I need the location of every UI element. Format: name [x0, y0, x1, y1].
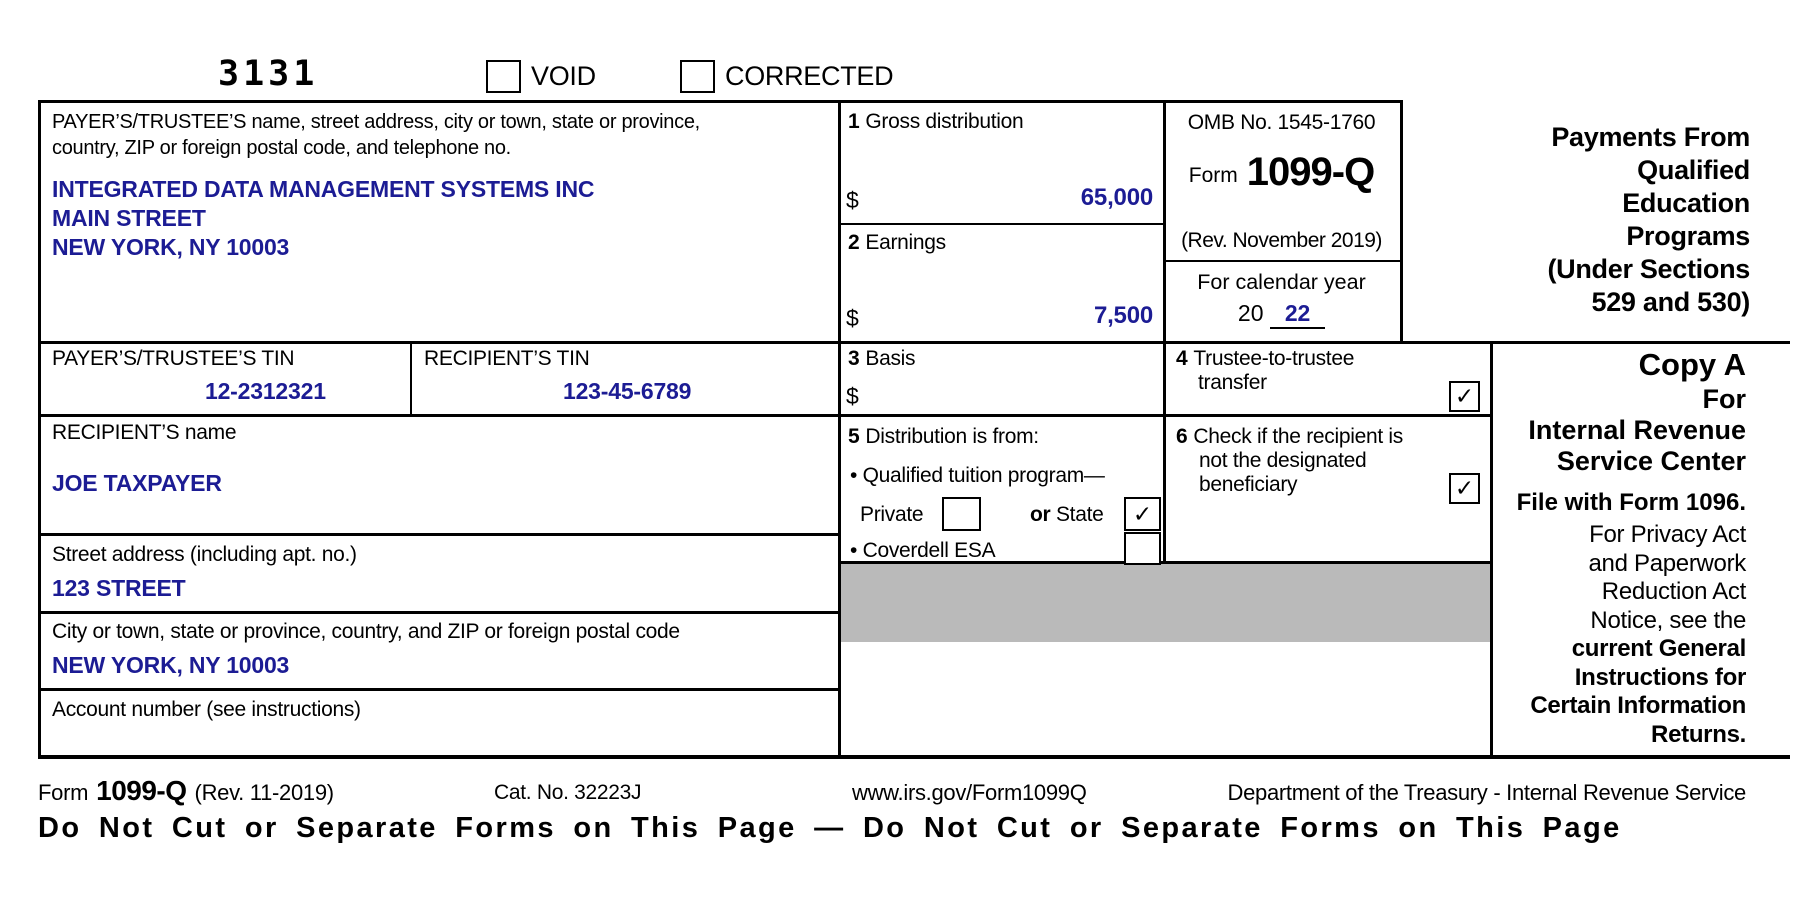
box6-label-line1: 6 Check if the recipient is: [1176, 425, 1403, 448]
box5-coverdell-checkbox[interactable]: [1124, 532, 1161, 565]
footer-form-number: 1099-Q: [96, 775, 187, 806]
payer-street-value[interactable]: MAIN STREET: [52, 205, 206, 231]
box5-or-state-label: or State: [1030, 503, 1104, 526]
border-bottom: [38, 755, 1790, 759]
box3-number: 3: [848, 347, 860, 370]
divider-street-city: [38, 611, 841, 614]
divider-left-middle: [838, 100, 841, 759]
box6-number: 6: [1176, 425, 1188, 448]
city-label: City or town, state or province, country, and ZIP or foreign postal code: [52, 620, 680, 643]
calendar-year-century: 20: [1237, 300, 1264, 326]
box4-label-line2: transfer: [1198, 371, 1267, 394]
box2-number: 2: [848, 231, 860, 254]
corrected-checkbox[interactable]: [680, 60, 715, 93]
box5-private-checkbox[interactable]: [942, 497, 981, 531]
shaded-reserved-area: [840, 563, 1490, 642]
form-revision: (Rev. November 2019): [1181, 229, 1382, 252]
city-value[interactable]: NEW YORK, NY 10003: [52, 652, 290, 678]
catalog-number: Cat. No. 32223J: [494, 781, 642, 804]
recipient-name-label: RECIPIENT’S name: [52, 421, 237, 444]
divider-name-street: [38, 533, 841, 536]
account-number-label: Account number (see instructions): [52, 698, 361, 721]
box6-label-line2: not the designated: [1199, 449, 1367, 472]
recipient-name-value[interactable]: JOE TAXPAYER: [52, 470, 222, 496]
calendar-year-field[interactable]: [1163, 300, 1400, 327]
divider-row2-row3: [38, 414, 1493, 417]
copy-a-column: [1488, 346, 1746, 749]
copy-a-for: For: [1702, 384, 1746, 414]
box6-label-line3: beneficiary: [1199, 473, 1298, 496]
irs-url[interactable]: www.irs.gov/Form1099Q: [852, 780, 1087, 805]
box5-number: 5: [848, 425, 860, 448]
divider-omb-calendar: [1163, 260, 1403, 262]
street-address-label: Street address (including apt. no.): [52, 543, 357, 566]
box3-label: 3 Basis: [848, 347, 916, 370]
border-top: [38, 100, 1403, 103]
box5-title: 5 Distribution is from:: [848, 425, 1039, 448]
form-title-block: Payments From Qualified Education Programs (Under Sections 529 and 530): [1547, 122, 1750, 317]
box1-value[interactable]: 65,000: [1080, 184, 1153, 211]
box5-qtp-item: • Qualified tuition program—: [850, 464, 1105, 487]
box1-number: 1: [848, 110, 860, 133]
payer-tin-value[interactable]: 12-2312321: [205, 378, 326, 404]
box3-dollar-sign: $: [846, 383, 859, 409]
form-number: 1099-Q: [1246, 150, 1375, 194]
recipient-tin-label: RECIPIENT’S TIN: [424, 347, 590, 370]
box5-state-checkmark: ✓: [1132, 500, 1153, 527]
box5-coverdell-item: • Coverdell ESA: [850, 539, 996, 562]
divider-row1-row2: [38, 341, 1790, 344]
divider-city-account: [38, 688, 841, 691]
divider-tin-columns: [410, 341, 412, 416]
calendar-year-value[interactable]: 22: [1284, 300, 1311, 326]
do-not-cut-warning: Do Not Cut or Separate Forms on This Page — Do Not Cut or Separate Forms on This Page: [38, 812, 1622, 844]
bullet-icon: •: [850, 539, 858, 562]
copy-a-irs-line1: Internal Revenue: [1528, 415, 1746, 445]
payer-city-value[interactable]: NEW YORK, NY 10003: [52, 234, 290, 260]
copy-a-irs-line2: Service Center: [1556, 446, 1746, 476]
recipient-tin-value[interactable]: 123-45-6789: [563, 378, 692, 404]
box1-dollar-sign: $: [846, 187, 859, 213]
omb-number-label: OMB No. 1545-1760: [1187, 111, 1376, 134]
box5-private-label: Private: [860, 503, 924, 526]
box5-state-checkbox[interactable]: [1124, 497, 1161, 531]
divider-box1-box2: [838, 223, 1165, 225]
form-number-block: [1163, 152, 1400, 192]
box2-label: 2 Earnings: [848, 231, 946, 254]
corrected-label: CORRECTED: [725, 61, 894, 91]
footer-revision: (Rev. 11-2019): [194, 780, 334, 805]
file-with-1096-note: File with Form 1096.: [1516, 489, 1746, 516]
payer-tin-label: PAYER’S/TRUSTEE’S TIN: [52, 347, 295, 370]
box4-checkmark: ✓: [1454, 383, 1475, 409]
form-word: Form: [1188, 164, 1238, 187]
void-checkbox[interactable]: [486, 60, 521, 93]
payer-block-label: PAYER’S/TRUSTEE’S name, street address, city or town, state or province, country, ZIP or foreign postal code, and telephone no.: [52, 111, 700, 159]
calendar-year-label: For calendar year: [1197, 270, 1366, 294]
box2-value[interactable]: 7,500: [1093, 302, 1153, 329]
street-address-value[interactable]: 123 STREET: [52, 575, 186, 601]
footer-form-id: Form 1099-Q (Rev. 11-2019): [38, 775, 334, 806]
privacy-act-note: For Privacy Act and Paperwork Reduction Act Notice, see the current General Instructions for Certain Information Returns.: [1530, 521, 1746, 748]
box4-checkbox[interactable]: [1449, 381, 1480, 412]
box4-label-line1: 4 Trustee-to-trustee: [1176, 347, 1355, 370]
payer-name-value[interactable]: INTEGRATED DATA MANAGEMENT SYSTEMS INC: [52, 176, 595, 202]
box2-dollar-sign: $: [846, 305, 859, 331]
treasury-department-label: Department of the Treasury - Internal Revenue Service: [1227, 780, 1746, 805]
box6-checkbox[interactable]: [1449, 473, 1480, 504]
box6-checkmark: ✓: [1454, 475, 1475, 501]
void-label: VOID: [531, 61, 596, 91]
border-left: [38, 100, 41, 759]
box4-number: 4: [1176, 347, 1188, 370]
box1-label: 1 Gross distribution: [848, 110, 1024, 133]
print-control-code: 3131: [218, 54, 319, 94]
bullet-icon: •: [850, 464, 858, 487]
copy-a-title: Copy A: [1638, 347, 1746, 382]
